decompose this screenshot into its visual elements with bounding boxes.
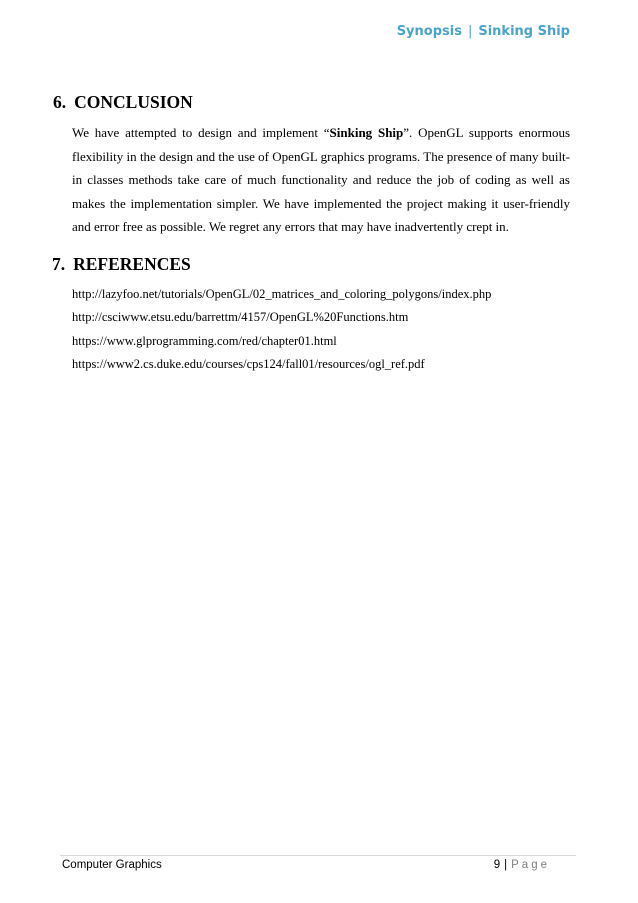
section-heading-conclusion [53, 92, 193, 113]
header-separator: | [467, 24, 473, 39]
section-number: 7. [52, 254, 66, 274]
reference-list [72, 283, 491, 376]
footer-course-name: Computer Graphics [62, 859, 162, 871]
reference-item[interactable]: http://lazyfoo.net/tutorials/OpenGL/02_matrices_and_coloring_polygons/index.php [72, 287, 492, 301]
section-number: 6. [53, 92, 67, 112]
header-doc-type: Synopsis [396, 24, 462, 39]
page-header [397, 24, 570, 39]
page-label: Page [511, 859, 550, 871]
section-heading-references [52, 254, 191, 275]
conclusion-text-start: We have attempted to design and implement “ [72, 125, 330, 140]
page-separator: | [504, 859, 508, 871]
reference-item[interactable]: https://www.glprogramming.com/red/chapter01.html [72, 333, 337, 348]
header-project-title: Sinking Ship [478, 24, 570, 39]
section-title: CONCLUSION [74, 92, 193, 112]
conclusion-text-rest: ”. OpenGL supports enormous flexibility in the design and the use of OpenGL graphics programs. The presence of many built-in classes methods take care of much functionality and reduce the job of coding as well as makes the implementation simpler. We have implemented the project making it user-friendly and error free as possible. We regret any errors that may have inadvertently crept in. [72, 125, 571, 235]
footer-divider [60, 855, 576, 856]
conclusion-paragraph [72, 121, 570, 239]
project-name-emphasis: Sinking Ship [329, 125, 404, 140]
page-number: 9 [493, 859, 501, 871]
section-title: REFERENCES [73, 254, 191, 274]
footer-page-info [494, 859, 550, 871]
reference-item[interactable]: https://www2.cs.duke.edu/courses/cps124/fall01/resources/ogl_ref.pdf [72, 356, 425, 371]
reference-item[interactable]: http://csciwww.etsu.edu/barrettm/4157/OpenGL%20Functions.htm [72, 310, 409, 325]
